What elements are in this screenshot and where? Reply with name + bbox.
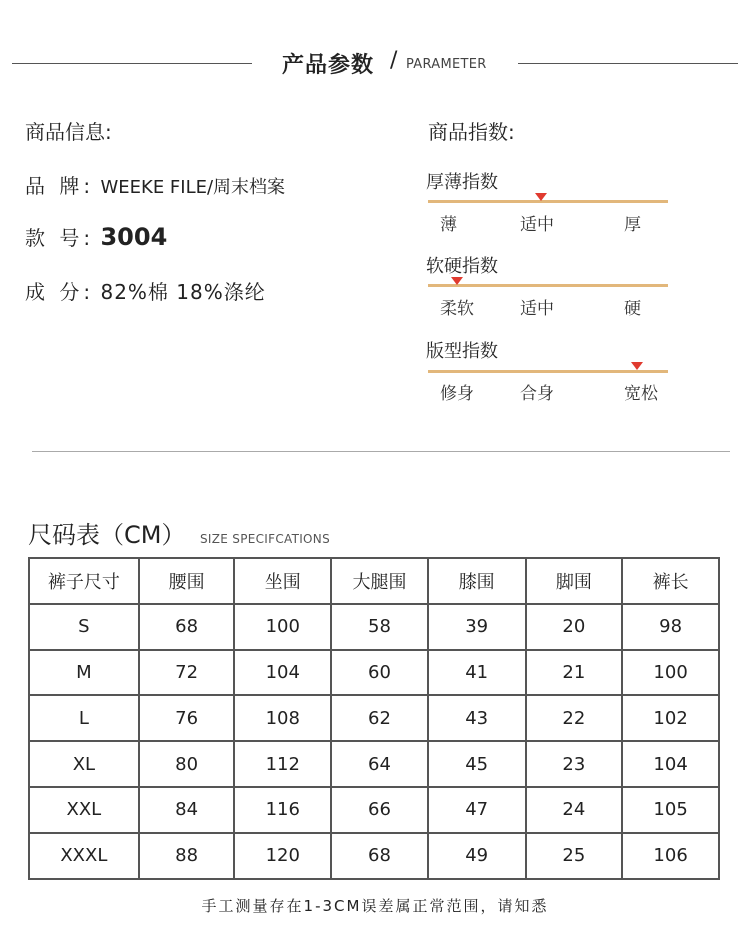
style-number-row (25, 222, 167, 251)
table-cell: 98 (622, 604, 719, 650)
brand-row (25, 170, 285, 199)
table-cell: 120 (234, 833, 331, 879)
product-info-title: 商品信息: (25, 120, 112, 144)
table-row (29, 833, 719, 879)
table-cell: 60 (331, 650, 428, 696)
table-header-cell: 裤长 (622, 558, 719, 604)
fit-index (426, 337, 670, 407)
header-divider-right (518, 63, 738, 64)
section-header (0, 44, 750, 84)
table-cell: 47 (428, 787, 526, 833)
table-cell: 58 (331, 604, 428, 650)
size-label-cell: XXXL (29, 833, 139, 879)
softness-index-marker-icon (451, 277, 463, 285)
table-cell: 21 (526, 650, 623, 696)
softness-index-label: 软硬指数 (426, 256, 498, 277)
fit-index-label: 版型指数 (426, 341, 498, 362)
fit-index-marker-icon (631, 362, 643, 370)
table-header-cell: 脚围 (526, 558, 623, 604)
table-cell: 80 (139, 741, 235, 787)
measurement-note: 手工测量存在1-3CM误差属正常范围，请知悉 (201, 897, 549, 915)
size-chart-subtitle: SIZE SPECIFCATIONS (200, 532, 330, 546)
size-chart-title: 尺码表（CM） (28, 521, 186, 549)
header-slash: / (390, 48, 398, 73)
header-divider-left (12, 63, 252, 64)
table-header-cell: 大腿围 (331, 558, 428, 604)
thickness-index-marker-icon (535, 193, 547, 201)
table-cell: 22 (526, 695, 623, 741)
table-header-row (29, 558, 719, 604)
fit-level-loose: 宽松 (624, 384, 658, 404)
product-index-title: 商品指数: (428, 120, 515, 144)
softness-level-hard: 硬 (624, 299, 641, 319)
table-cell: 104 (622, 741, 719, 787)
thickness-index-bar (428, 200, 668, 203)
table-row (29, 787, 719, 833)
table-cell: 66 (331, 787, 428, 833)
table-cell: 100 (234, 604, 331, 650)
size-label-cell: M (29, 650, 139, 696)
table-cell: 102 (622, 695, 719, 741)
softness-index (426, 252, 670, 322)
table-cell: 106 (622, 833, 719, 879)
table-cell: 62 (331, 695, 428, 741)
softness-index-bar (428, 284, 668, 287)
style-number-label: 款 号: (25, 226, 95, 250)
table-cell: 39 (428, 604, 526, 650)
size-label-cell: XL (29, 741, 139, 787)
table-header-cell: 腰围 (139, 558, 235, 604)
table-cell: 49 (428, 833, 526, 879)
thickness-level-medium: 适中 (520, 215, 554, 235)
fit-level-regular: 合身 (520, 384, 554, 404)
table-cell: 116 (234, 787, 331, 833)
table-cell: 43 (428, 695, 526, 741)
table-cell: 76 (139, 695, 235, 741)
table-cell: 108 (234, 695, 331, 741)
table-cell: 24 (526, 787, 623, 833)
table-row (29, 604, 719, 650)
brand-label: 品 牌: (25, 174, 95, 198)
size-label-cell: L (29, 695, 139, 741)
table-cell: 100 (622, 650, 719, 696)
composition-label: 成 分: (25, 280, 95, 304)
table-row (29, 741, 719, 787)
thickness-index-label: 厚薄指数 (426, 172, 498, 193)
table-cell: 45 (428, 741, 526, 787)
table-cell: 104 (234, 650, 331, 696)
brand-value: WEEKE FILE/周末档案 (100, 177, 286, 198)
table-header-cell: 裤子尺寸 (29, 558, 139, 604)
softness-level-soft: 柔软 (440, 299, 474, 319)
fit-index-bar (428, 370, 668, 373)
size-table (28, 557, 720, 880)
table-cell: 68 (331, 833, 428, 879)
table-cell: 88 (139, 833, 235, 879)
header-title: 产品参数 (282, 53, 375, 78)
table-row (29, 695, 719, 741)
table-header-cell: 膝围 (428, 558, 526, 604)
table-cell: 25 (526, 833, 623, 879)
softness-level-medium: 适中 (520, 299, 554, 319)
table-cell: 72 (139, 650, 235, 696)
table-header-cell: 坐围 (234, 558, 331, 604)
thickness-index (426, 168, 670, 238)
composition-row (25, 276, 266, 305)
thickness-level-thin: 薄 (440, 215, 457, 235)
size-label-cell: S (29, 604, 139, 650)
size-label-cell: XXL (29, 787, 139, 833)
table-cell: 64 (331, 741, 428, 787)
header-subtitle: PARAMETER (406, 57, 487, 72)
table-cell: 68 (139, 604, 235, 650)
style-number-value: 3004 (100, 223, 168, 251)
thickness-level-thick: 厚 (624, 215, 641, 235)
fit-level-slim: 修身 (440, 384, 474, 404)
composition-value: 82%棉 18%涤纶 (100, 280, 266, 304)
table-row (29, 650, 719, 696)
table-cell: 23 (526, 741, 623, 787)
section-divider (32, 451, 730, 452)
table-cell: 105 (622, 787, 719, 833)
table-cell: 20 (526, 604, 623, 650)
table-cell: 84 (139, 787, 235, 833)
table-cell: 112 (234, 741, 331, 787)
table-cell: 41 (428, 650, 526, 696)
